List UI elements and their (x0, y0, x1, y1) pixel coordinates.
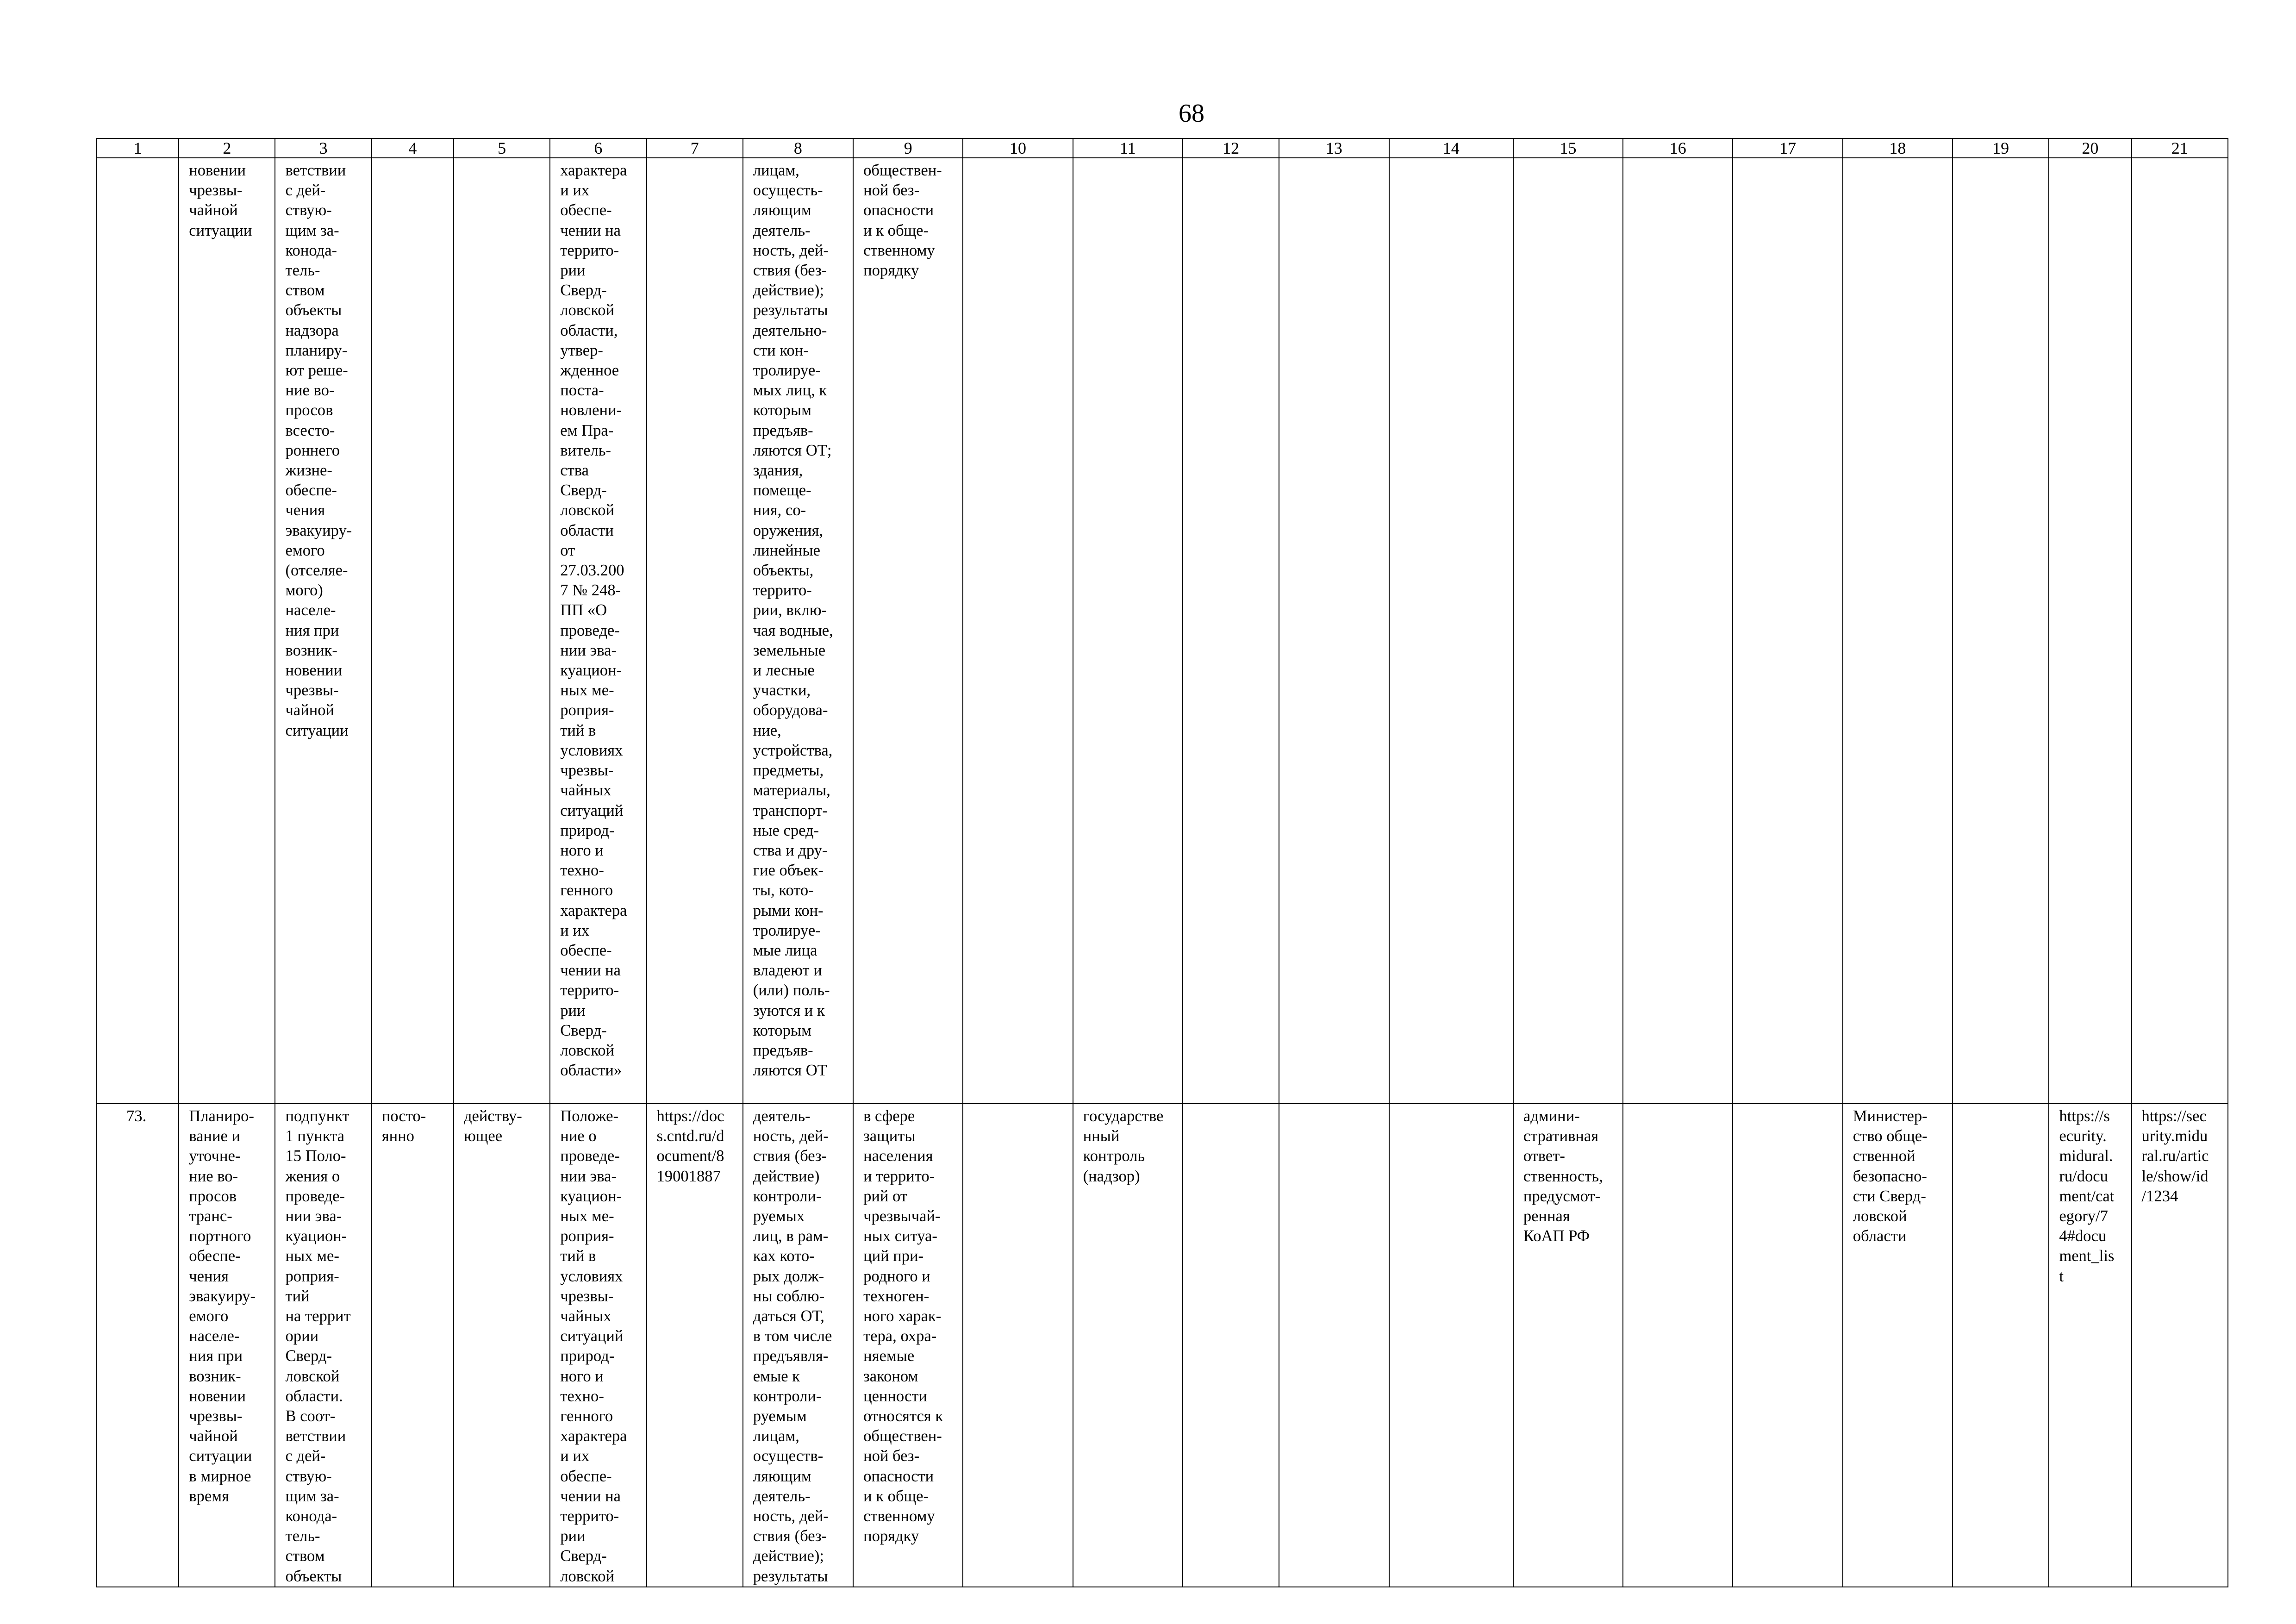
table-cell: ветствии с дей- ствую- щим за- конода- тель- ством объекты надзора планиру- ют реше- ние во- просов всесто- роннего жизне- обеспе- чения эвакуиру- емого (отселяе- мого) населе- ния при возник- новении чрезвы- чайной ситуации (275, 158, 371, 1104)
table-cell (1073, 158, 1183, 1104)
table-cell (1623, 158, 1733, 1104)
table-cell (963, 158, 1073, 1104)
header-cell: 1 (97, 138, 179, 158)
header-cell: 18 (1843, 138, 1953, 158)
header-cell: 11 (1073, 138, 1183, 158)
register-table (96, 138, 2228, 1587)
table-cell (1843, 158, 1953, 1104)
table-cell: подпункт 1 пункта 15 Поло- жения о проведе- нии эва- куацион- ных ме- роприя- тий на террит ории Сверд- ловской области. В соот- ветствии с дей- ствую- щим за- конода- тель- ством объекты (275, 1104, 371, 1587)
header-cell: 7 (647, 138, 743, 158)
header-cell: 3 (275, 138, 371, 158)
table-cell (647, 158, 743, 1104)
table-cell (2132, 158, 2228, 1104)
table-cell: Положе- ние о проведе- нии эва- куацион- ных ме- роприя- тий в условиях чрезвы- чайных ситуаций природ- ного и техно- генного характера и их обеспе- чении на террито- рии Сверд- ловской (550, 1104, 646, 1587)
table-cell: Планиро- вание и уточне- ние во- просов транс- портного обеспе- чения эвакуиру- емого населе- ния при возник- новении чрезвы- чайной ситуации в мирное время (179, 1104, 275, 1587)
header-cell: 8 (743, 138, 853, 158)
header-cell: 16 (1623, 138, 1733, 158)
table-cell: Министер- ство обще- ственной безопасно- сти Сверд- ловской области (1843, 1104, 1953, 1587)
table-cell (1183, 1104, 1279, 1587)
header-cell: 20 (2049, 138, 2131, 158)
header-cell: 17 (1733, 138, 1842, 158)
table-cell: обществен- ной без- опасности и к обще- ственному порядку (853, 158, 963, 1104)
table-cell (1389, 158, 1513, 1104)
table-row (97, 158, 2228, 1104)
document-link[interactable]: https://doc s.cntd.ru/d ocument/8 19001887 (647, 1104, 743, 1587)
header-cell: 19 (1953, 138, 2049, 158)
table-cell: характера и их обеспе- чении на террито- рии Сверд- ловской области, утвер- жденное поста- новлени- ем Пра- витель- ства Сверд- ловской области от 27.03.200 7 № 248- ПП «О проведе- нии эва- куацион- ных ме- роприя- тий в условиях чрезвы- чайных ситуаций природ- ного и техно- генного характера и их обеспе- чении на террито- рии Сверд- ловской области» (550, 158, 646, 1104)
table-cell (454, 158, 550, 1104)
header-cell: 13 (1279, 138, 1389, 158)
table-cell (372, 158, 454, 1104)
table-cell: действу- ющее (454, 1104, 550, 1587)
table-cell (1389, 1104, 1513, 1587)
table-cell (2049, 158, 2131, 1104)
header-row (97, 138, 2228, 158)
table-cell (1733, 158, 1842, 1104)
header-cell: 21 (2132, 138, 2228, 158)
header-cell: 14 (1389, 138, 1513, 158)
table-cell (1279, 158, 1389, 1104)
table-cell (1953, 1104, 2049, 1587)
table-cell: государстве нный контроль (надзор) (1073, 1104, 1183, 1587)
document-link[interactable]: https://sec urity.midu ral.ru/artic le/show/id /1234 (2132, 1104, 2228, 1587)
table-cell (1279, 1104, 1389, 1587)
table-cell (963, 1104, 1073, 1587)
table-cell: лицам, осущесть- ляющим деятель- ность, дей- ствия (без- действие); результаты деятельно- сти кон- тролируе- мых лиц, к которым предъяв- ляются ОТ; здания, помеще- ния, со- оружения, линейные объекты, террито- рии, вклю- чая водные, земельные и лесные участки, оборудова- ние, устройства, предметы, материалы, транспорт- ные сред- ства и дру- гие объек- ты, кото- рыми кон- тролируе- мые лица владеют и (или) поль- зуются и к которым предъяв- ляются ОТ (743, 158, 853, 1104)
header-cell: 4 (372, 138, 454, 158)
table-cell (1183, 158, 1279, 1104)
table-cell (1953, 158, 2049, 1104)
header-cell: 5 (454, 138, 550, 158)
row-number: 73. (97, 1104, 179, 1587)
header-cell: 2 (179, 138, 275, 158)
header-cell: 9 (853, 138, 963, 158)
page-number: 68 (1179, 99, 1204, 128)
table-cell: новении чрезвы- чайной ситуации (179, 158, 275, 1104)
table-cell: в сфере защиты населения и террито- рий от чрезвычай- ных ситуа- ций при- родного и техноген- ного харак- тера, охра- няемые законом ценности относятся к обществен- ной без- опасности и к обще- ственному порядку (853, 1104, 963, 1587)
table-cell: деятель- ность, дей- ствия (без- действие) контроли- руемых лиц, в рам- ках кото- рых долж- ны соблю- даться ОТ, в том числе предъявля- емые к контроли- руемым лицам, осуществ- ляющим деятель- ность, дей- ствия (без- действие); результаты (743, 1104, 853, 1587)
header-cell: 10 (963, 138, 1073, 158)
document-link[interactable]: https://s ecurity. midural. ru/docu ment/cat egory/7 4#docu ment_lis t (2049, 1104, 2131, 1587)
table-cell (1513, 158, 1623, 1104)
table-cell: посто- янно (372, 1104, 454, 1587)
header-cell: 15 (1513, 138, 1623, 158)
table-cell: админи- стративная ответ- ственность, предусмот- ренная КоАП РФ (1513, 1104, 1623, 1587)
table-cell (1733, 1104, 1842, 1587)
header-cell: 6 (550, 138, 646, 158)
header-cell: 12 (1183, 138, 1279, 158)
table-row (97, 1104, 2228, 1587)
table-cell (97, 158, 179, 1104)
table-cell (1623, 1104, 1733, 1587)
